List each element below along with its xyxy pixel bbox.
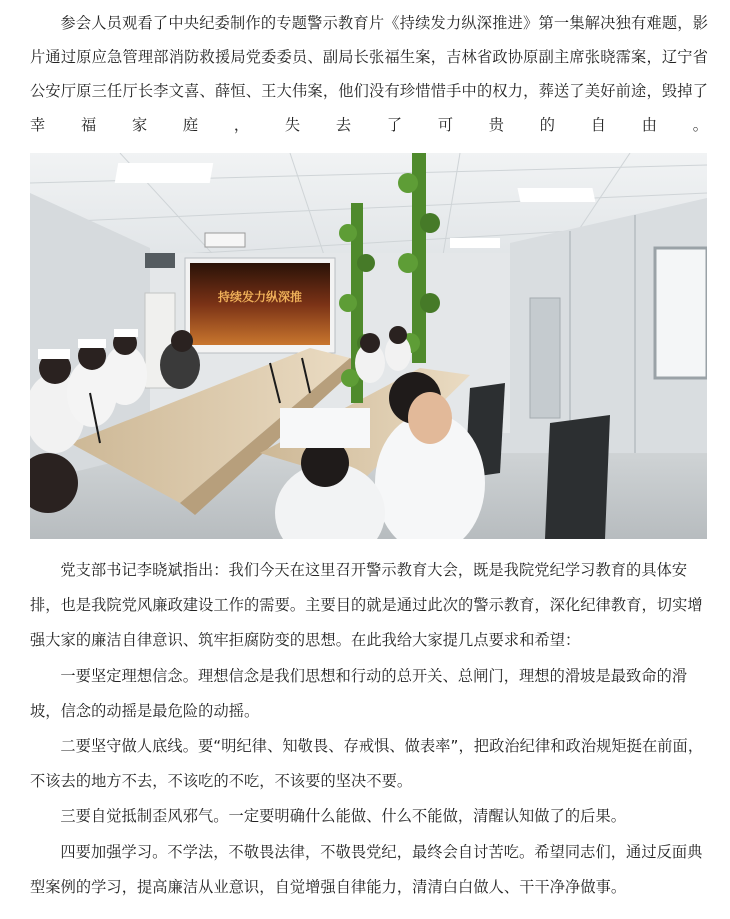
speech-section [30,553,710,905]
point-paragraph-3: 三要自觉抵制歪风邪气。一定要明确什么能做、什么不能做，清醒认知做了的后果。 [60,807,627,826]
door [530,298,560,418]
projection-screen [190,263,330,345]
speaker [145,253,175,268]
article-body [30,0,708,142]
meeting-photo [30,153,707,539]
speech-paragraph: 党支部书记李晓斌指出：我们今天在这里召开警示教育大会，既是我院党纪学习教育的具体安排，也是我院党风廉政建设工作的需要。主要目的就是通过此次的警示教育，深化纪律教育，切实增强大家的廉洁自律意识、筑牢拒腐防变的思想。在此我给大家提几点要求和希望： [30,561,703,650]
screen-text: 持续发力纵深推 [217,290,303,304]
meeting-photo-illustration [30,153,707,539]
point-paragraph-1: 一要坚定理想信念。理想信念是我们思想和行动的总开关、总闸门，理想的滑坡是最致命的滑坡，信念的动摇是最危险的动摇。 [30,666,688,720]
intro-paragraph: 参会人员观看了中央纪委制作的专题警示教育片《持续发力纵深推进》第一集解决独有难题，影片通过原应急管理部消防救援局党委委员、副局长张福生案，吉林省政协原副主席张晓霈案，辽宁省公安厅原三任厅长李文喜、薛恒、王大伟案，他们没有珍惜惜手中的权力，葬送了美好前途，毁掉了幸福家庭，失去了可贵的自由。 [30,14,708,134]
point-paragraph-4: 四要加强学习。不学法，不敬畏法律，不敬畏党纪，最终会自讨苦吃。希望同志们，通过反面典型案例的学习，提高廉洁从业意识，自觉增强自律能力，清清白白做人、干干净净做事。 [30,842,703,896]
point-paragraph-2: 二要坚守做人底线。要“明纪律、知敬畏、存戒惧、做表率”，把政治纪律和政治规矩挺在前面，不该去的地方不去，不该吃的不吃，不该要的坚决不要。 [30,737,704,791]
projector [205,233,245,247]
ceiling-light [450,238,500,248]
ceiling-light [115,163,214,183]
window [655,248,707,378]
ceiling-light [517,188,595,202]
